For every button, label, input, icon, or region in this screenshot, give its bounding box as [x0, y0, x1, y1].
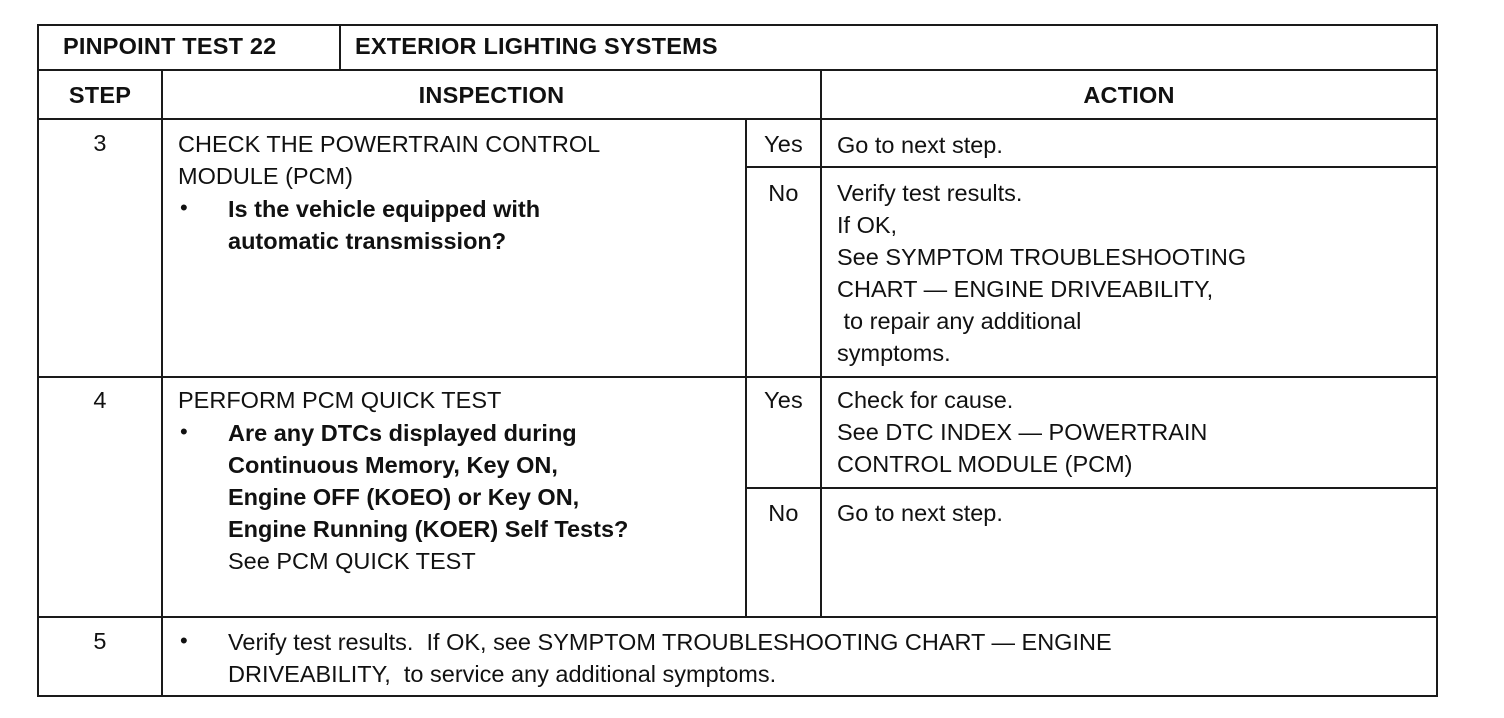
question-line: Engine OFF (KOEO) or Key ON,	[228, 484, 580, 510]
text-line: DRIVEABILITY, to service any additional symptoms.	[228, 661, 777, 687]
test-id: PINPOINT TEST 22	[63, 33, 277, 59]
column-action: ACTION	[1083, 82, 1175, 108]
yes-action	[837, 384, 1207, 480]
question-line: Engine Running (KOER) Self Tests?	[228, 516, 629, 542]
no-action	[837, 497, 1003, 529]
question-line: Continuous Memory, Key ON,	[228, 452, 558, 478]
heading-line: MODULE (PCM)	[178, 163, 353, 189]
step-question	[228, 417, 628, 577]
action-line: See DTC INDEX — POWERTRAIN	[837, 419, 1208, 445]
no-action	[837, 177, 1246, 369]
yes-label: Yes	[764, 131, 803, 157]
action-line: Go to next step.	[837, 132, 1003, 158]
step-number: 4	[93, 387, 107, 413]
bullet-icon: •	[180, 628, 188, 653]
question-line: automatic transmission?	[228, 228, 507, 254]
column-step: STEP	[68, 82, 132, 108]
rule-header-bottom	[37, 69, 1438, 71]
step-number: 5	[93, 628, 107, 654]
question-line: Is the vehicle equipped with	[228, 196, 541, 222]
bullet-icon: •	[180, 419, 188, 444]
step-heading	[178, 128, 600, 192]
action-line: Go to next step.	[837, 500, 1003, 526]
heading-line: CHECK THE POWERTRAIN CONTROL	[178, 131, 601, 157]
bullet-icon: •	[180, 195, 188, 220]
rule-columns-bottom	[37, 118, 1438, 120]
action-line: See SYMPTOM TROUBLESHOOTING	[837, 244, 1247, 270]
action-line: CHART — ENGINE DRIVEABILITY,	[837, 276, 1214, 302]
rule-header-divider	[339, 24, 341, 70]
action-line: CONTROL MODULE (PCM)	[837, 451, 1133, 477]
action-line: Check for cause.	[837, 387, 1014, 413]
step-heading	[178, 384, 501, 416]
text-line: Verify test results. If OK, see SYMPTOM TROUBLESHOOTING CHART — ENGINE	[228, 629, 1112, 655]
rule-step-column	[161, 69, 163, 697]
rule-step4-bottom	[37, 616, 1438, 618]
yes-label: Yes	[764, 387, 803, 413]
step-question	[228, 193, 540, 257]
column-inspection: INSPECTION	[418, 82, 565, 108]
action-line: symptoms.	[837, 340, 951, 366]
no-label: No	[768, 180, 799, 206]
step-number: 3	[93, 130, 107, 156]
action-line: If OK,	[837, 212, 898, 238]
action-line: Verify test results.	[837, 180, 1023, 206]
step-note: See PCM QUICK TEST	[228, 548, 476, 574]
rule-action-column	[820, 69, 822, 617]
step-text	[228, 626, 1112, 690]
question-line: Are any DTCs displayed during	[228, 420, 577, 446]
test-title: EXTERIOR LIGHTING SYSTEMS	[355, 33, 718, 59]
rule-step4-yes-bottom	[745, 487, 1438, 489]
yes-action	[837, 129, 1003, 161]
action-line: to repair any additional	[837, 308, 1082, 334]
heading-line: PERFORM PCM QUICK TEST	[178, 387, 502, 413]
no-label: No	[768, 500, 799, 526]
rule-step3-bottom	[37, 376, 1438, 378]
rule-step3-yes-bottom	[745, 166, 1438, 168]
